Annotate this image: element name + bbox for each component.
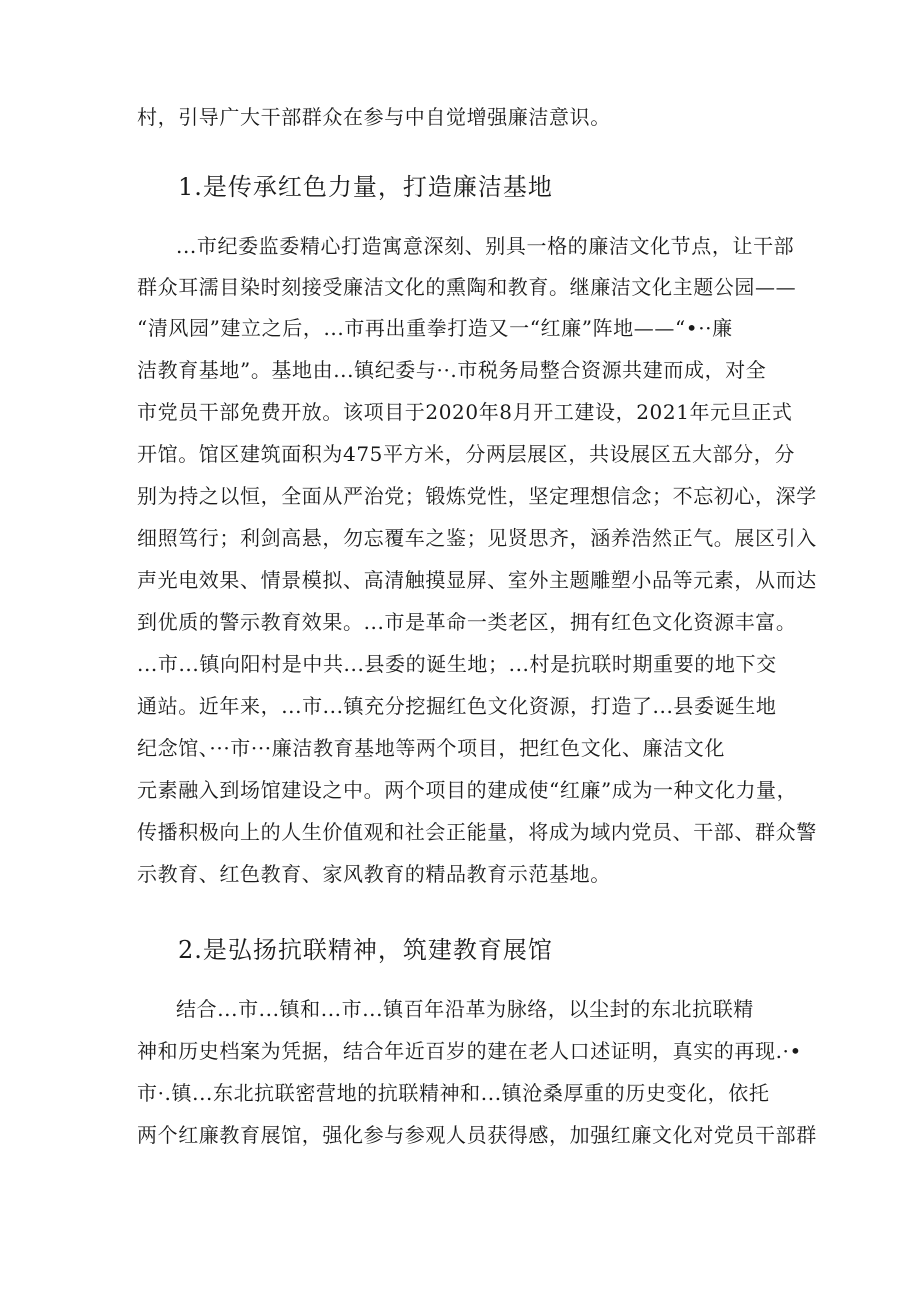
paragraph-line: 到优质的警示教育效果。...市是革命一类老区，拥有红色文化资源丰富。 [137,610,797,634]
paragraph-line: 市·.镇...东北抗联密营地的抗联精神和...镇沧桑厚重的历史变化，依托 [137,1081,770,1105]
paragraph-line: 村，引导广大干部群众在参与中自觉增强廉洁意识。 [137,105,611,129]
paragraph-line: 两个红廉教育展馆，强化参与参观人员获得感，加强红廉文化对党员干部群 [137,1123,817,1147]
paragraph-line: 开馆。馆区建筑面积为475平方米，分两层展区，共设展区五大部分，分 [137,442,795,466]
paragraph-line: 市党员干部免费开放。该项目于2020年8月开工建设，2021年元旦正式 [137,400,793,424]
paragraph-line: 别为持之以恒，全面从严治党；锻炼党性，坚定理想信念；不忘初心，深学 [137,484,817,508]
paragraph-line: 结合...市...镇和...市...镇百年沿革为脉络，以尘封的东北抗联精 [176,997,754,1021]
paragraph-line: ...市...镇向阳村是中共...县委的诞生地；...村是抗联时期重要的地下交 [137,652,777,676]
paragraph-line: 声光电效果、情景模拟、高清触摸显屏、室外主题雕塑小品等元素，从而达 [137,568,817,592]
paragraph-line: 元素融入到场馆建设之中。两个项目的建成使“红廉”成为一种文化力量， [137,778,798,802]
paragraph-line: 示教育、红色教育、家风教育的精品教育示范基地。 [137,862,611,886]
paragraph-line: 神和历史档案为凭据，结合年近百岁的建在老人口述证明，真实的再现.·• [137,1039,802,1063]
paragraph-line: 洁教育基地”。基地由...镇纪委与··.市税务局整合资源共建而成，对全 [137,358,767,382]
paragraph-line: 群众耳濡目染时刻接受廉洁文化的熏陶和教育。继廉洁文化主题公园—— [137,275,797,299]
section-heading-1: 1.是传承红色力量，打造廉洁基地 [178,173,553,201]
paragraph-line: ...市纪委监委精心打造寓意深刻、别具一格的廉洁文化节点，让干部 [176,234,795,258]
paragraph-line: 纪念馆、···市···廉洁教育基地等两个项目，把红色文化、廉洁文化 [137,736,725,760]
paragraph-line: 通站。近年来，...市...镇充分挖掘红色文化资源，打造了...县委诞生地 [137,694,777,718]
paragraph-line: 传播积极向上的人生价值观和社会正能量，将成为域内党员、干部、群众警 [137,820,817,844]
paragraph-line: 细照笃行；利剑高悬，勿忘覆车之鉴；见贤思齐，涵养浩然正气。展区引入 [137,526,817,550]
section-heading-2: 2.是弘扬抗联精神，筑建教育展馆 [178,936,553,964]
paragraph-line: “清风园”建立之后，...市再出重拳打造又一“红廉”阵地——“•··廉 [137,316,733,340]
